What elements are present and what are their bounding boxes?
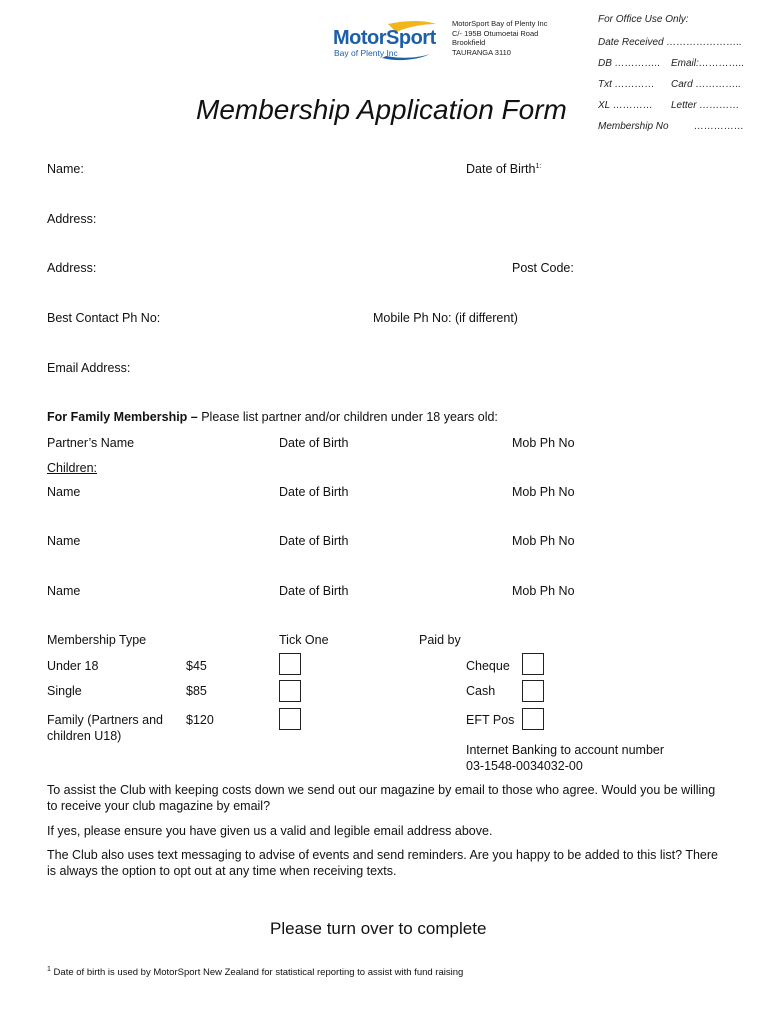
name-label: Name: (47, 162, 84, 176)
footnote-mark: 1 (47, 966, 51, 973)
type-family-label: Family (Partners and (47, 713, 164, 727)
child-2-mob-label: Mob Ph No (512, 534, 575, 548)
membership-type-header: Membership Type (47, 633, 147, 647)
email-label: Email Address: (47, 361, 131, 375)
type-single-price: $85 (186, 684, 207, 698)
office-txt: Txt ………… (598, 79, 655, 90)
type-under18-label: Under 18 (47, 659, 99, 673)
type-single-checkbox[interactable] (279, 680, 301, 702)
type-family-checkbox[interactable] (279, 708, 301, 730)
child-1-name-label: Name (47, 485, 81, 499)
mobile-label: Mobile Ph No: (if different) (373, 311, 518, 325)
type-family-label-2: children U18) (47, 729, 122, 743)
magazine-paragraph: To assist the Club with keeping costs down we send out our magazine by email to those who agree. Would you be willing to receive your club magazine by email? (47, 783, 716, 813)
partner-mob-label: Mob Ph No (512, 436, 575, 450)
child-3-dob-label: Date of Birth (279, 584, 349, 598)
type-under18-checkbox[interactable] (279, 653, 301, 675)
child-1-dob-label: Date of Birth (279, 485, 349, 499)
dob-label: Date of Birth$^{1:}$ (466, 162, 542, 176)
paid-by-header: Paid by (419, 633, 461, 647)
banking-line-1: Internet Banking to account number (466, 743, 665, 757)
club-address: MotorSport Bay of Plenty Inc C/- 195B Otumoetai Road Brookfield TAURANGA 3110 (452, 19, 548, 57)
family-heading: For Family Membership – Please list partner and/or children under 18 years old: (47, 410, 498, 424)
dob-footnote-ref: 1: (535, 162, 542, 170)
pay-cheque-checkbox[interactable] (522, 653, 544, 675)
texting-paragraph: The Club also uses text messaging to advise of events and send reminders. Are you happy to be added to this list? There is always the option to opt out at any time when receiving texts. (47, 848, 718, 878)
office-card: Card ………….. (671, 79, 742, 90)
pay-cash-checkbox[interactable] (522, 680, 544, 702)
address-label-2: Address: (47, 261, 97, 275)
pay-cash-label: Cash (466, 684, 496, 698)
pay-cheque-label: Cheque (466, 659, 510, 673)
office-xl: XL ………… (598, 100, 653, 111)
tick-one-header: Tick One (279, 633, 329, 647)
partner-dob-label: Date of Birth (279, 436, 349, 450)
logo-subtitle: Bay of Plenty Inc (334, 48, 398, 58)
page-title: Membership Application Form (196, 94, 567, 125)
type-family-price: $120 (186, 713, 214, 727)
child-2-name-label: Name (47, 534, 81, 548)
office-email: Email:………….. (671, 58, 745, 69)
office-membership-no-dots: …………… (694, 121, 744, 132)
address-label-1: Address: (47, 212, 97, 226)
footnote: $^1$ Date of birth is used by MotorSport New Zealand for statistical reporting to assist with fund raising (47, 966, 464, 979)
type-single-label: Single (47, 684, 82, 698)
turn-over-note: Please turn over to complete (270, 919, 487, 938)
child-1-mob-label: Mob Ph No (512, 485, 575, 499)
partner-name-label: Partner’s Name (47, 436, 135, 450)
children-label: Children: (47, 461, 98, 475)
best-contact-label: Best Contact Ph No: (47, 311, 161, 325)
logo-wordmark: MotorSport (333, 27, 436, 49)
type-under18-price: $45 (186, 659, 207, 673)
pay-eftpos-checkbox[interactable] (522, 708, 544, 730)
office-letter: Letter ………… (671, 100, 740, 111)
office-heading: For Office Use Only: (598, 14, 689, 25)
valid-email-paragraph: If yes, please ensure you have given us a valid and legible email address above. (47, 824, 493, 838)
office-date-received: Date Received ………………….. (598, 37, 742, 48)
child-2-dob-label: Date of Birth (279, 534, 349, 548)
child-3-name-label: Name (47, 584, 81, 598)
pay-eftpos-label: EFT Pos (466, 713, 515, 727)
club-logo (330, 18, 440, 64)
child-3-mob-label: Mob Ph No (512, 584, 575, 598)
office-db: DB ………….. (598, 58, 661, 69)
post-code-label: Post Code: (512, 261, 574, 275)
office-membership-no: Membership No (598, 121, 669, 132)
banking-account-number: 03-1548-0034032-00 (466, 759, 583, 773)
